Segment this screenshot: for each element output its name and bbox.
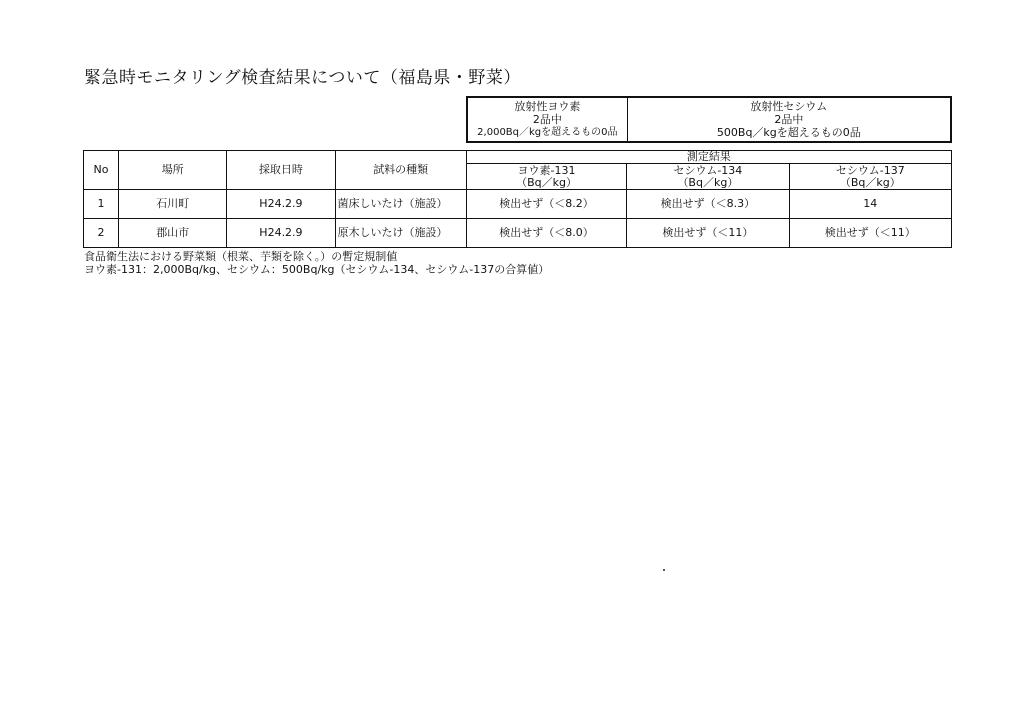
note-line-2: ヨウ素-131：2,000Bq/kg、セシウム：500Bq/kg（セシウム-134、セシウム-137の合算値） (84, 263, 550, 276)
cell-cs137: 14 (789, 190, 951, 219)
header-cs137-unit: （Bq／kg） (839, 175, 901, 189)
cell-no: 1 (84, 190, 119, 219)
header-measurement: 測定結果 (466, 151, 951, 164)
cell-sample: 菌床しいたけ（施設） (335, 190, 466, 219)
summary-cesium-count: 2品中 (774, 113, 804, 126)
table-row (84, 190, 952, 219)
summary-cesium (627, 97, 951, 142)
regulation-notes (84, 250, 549, 276)
note-line-1: 食品衛生法における野菜類（根菜、芋類を除く。）の暫定規制値 (84, 250, 398, 263)
cell-no: 2 (84, 219, 119, 248)
summary-box (466, 96, 952, 143)
header-cs137-label: セシウム-137 (835, 163, 905, 177)
header-cs137 (789, 164, 951, 190)
header-cs134-unit: （Bq／kg） (677, 175, 739, 189)
cell-cs134: 検出せず（＜8.3） (627, 190, 789, 219)
cell-i131: 検出せず（＜8.0） (466, 219, 626, 248)
summary-iodine-count: 2品中 (532, 113, 562, 126)
cell-i131: 検出せず（＜8.2） (466, 190, 626, 219)
header-i131 (466, 164, 626, 190)
summary-iodine-result: 2,000Bq／kgを超えるもの0品 (477, 127, 618, 138)
cell-location: 石川町 (119, 190, 227, 219)
summary-iodine (467, 97, 627, 142)
cell-date: H24.2.9 (227, 219, 335, 248)
table-row (84, 219, 952, 248)
header-cs134-label: セシウム-134 (673, 163, 743, 177)
header-cs134 (627, 164, 789, 190)
header-sample: 試料の種類 (335, 151, 466, 190)
cell-cs137: 検出せず（＜11） (789, 219, 951, 248)
header-no: No (84, 151, 119, 190)
cell-date: H24.2.9 (227, 190, 335, 219)
header-date: 採取日時 (227, 151, 335, 190)
results-table (83, 150, 952, 248)
summary-cesium-title: 放射性セシウム (750, 100, 828, 113)
scan-speck (663, 569, 665, 571)
summary-iodine-title: 放射性ヨウ素 (514, 100, 581, 113)
cell-sample: 原木しいたけ（施設） (335, 219, 466, 248)
summary-cesium-result: 500Bq／kgを超えるもの0品 (716, 126, 861, 139)
header-i131-label: ヨウ素-131 (517, 163, 576, 177)
cell-location: 郡山市 (119, 219, 227, 248)
page-title: 緊急時モニタリング検査結果について（福島県・野菜） (84, 68, 521, 88)
header-i131-unit: （Bq／kg） (516, 175, 577, 189)
cell-cs134: 検出せず（＜11） (627, 219, 789, 248)
header-location: 場所 (119, 151, 227, 190)
